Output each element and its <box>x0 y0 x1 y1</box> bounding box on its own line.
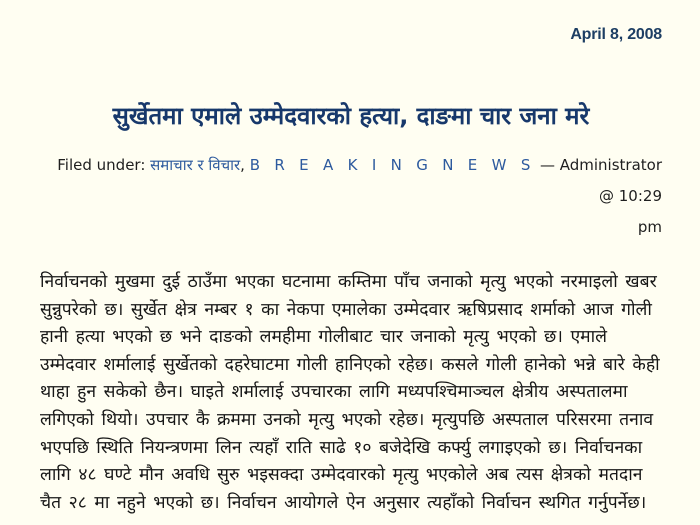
filed-under-label: Filed under: <box>57 156 146 174</box>
meta-time-meridiem: pm <box>637 218 662 236</box>
meta-author-time: — Administrator @ 10:29 <box>539 156 662 205</box>
meta-separator: , <box>240 156 245 174</box>
post-meta <box>40 150 662 243</box>
post-date: April 8, 2008 <box>570 26 662 43</box>
category-link-breaking-news[interactable]: B R E A K I N G N E W S <box>249 156 536 174</box>
category-link-news-views[interactable]: समाचार र विचार <box>150 156 241 174</box>
post-title[interactable]: सुर्खेतमा एमाले उम्मेदवारको हत्या, दाङमा चार जना मरे <box>112 102 590 130</box>
post-body-paragraph: निर्वाचनको मुखमा दुई ठाउँमा भएका घटनामा कम्तिमा पाँच जनाको मृत्यु भएको नरमाइलो खबर सुन्नुपरेको छ। सुर्खेत क्षेत्र नम्बर १ का नेकपा एमालेका उम्मेदवार ऋषिप्रसाद शर्माको आज गोली हानी हत्या भएको छ भने दाङको लमहीमा गोलीबाट चार जनाको मृत्यु भएको छ। एमाले उम्मेदवार शर्मालाई सुर्खेतको दहरेघाटमा गोली हानिएको रहेछ। कसले गोली हानेको भन्ने बारे केही थाहा हुन सकेको छैन। घाइते शर्मालाई उपचारका लागि मध्यपश्चिमाञ्चल क्षेत्रीय अस्पतालमा लगिएको थियो। उपचार कै क्रममा उनको मृत्यु भएको रहेछ। मृत्युपछि अस्पताल परिसरमा तनाव भएपछि स्थिति नियन्त्रणमा लिन त्यहाँ राति साढे १० बजेदेखि कर्फ्यु लगाइएको छ। निर्वाचनका लागि ४८ घण्टे मौन अवधि सुरु भइसक्दा उम्मेदवारको मृत्यु भएकोले अब त्यस क्षेत्रको मतदान चैत २८ मा नहुने भएको छ। निर्वाचन आयोगले ऐन अनुसार त्यहाँको निर्वाचन स्थगित गर्नुपर्नेछ। <box>40 272 660 513</box>
